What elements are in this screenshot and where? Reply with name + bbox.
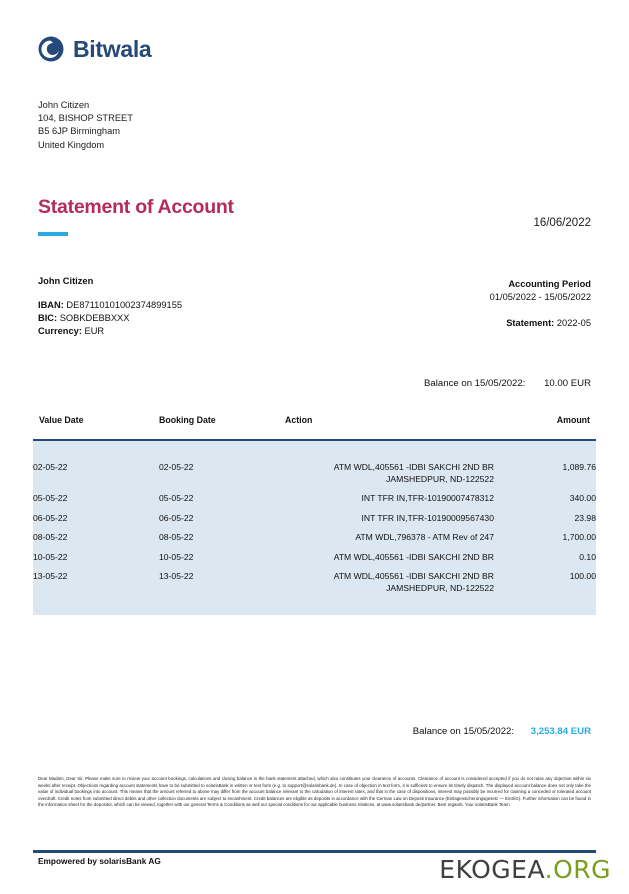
table-spacer-cell — [159, 440, 285, 458]
cell-booking-date: 08-05-22 — [159, 532, 194, 542]
table-body — [33, 440, 596, 615]
recipient-country: United Kingdom — [38, 139, 105, 150]
accounting-period-range: 01/05/2022 - 15/05/2022 — [489, 292, 591, 302]
table-header-row — [33, 415, 596, 440]
currency-label: Currency: — [38, 326, 82, 336]
account-holder-name: John Citizen — [38, 276, 94, 286]
account-details — [38, 275, 182, 338]
table-spacer-cell — [33, 598, 159, 615]
action-line-primary: INT TFR IN,TFR-10190009567430 — [361, 512, 494, 523]
cell-booking-date: 13-05-22 — [159, 571, 194, 581]
cell-action — [285, 458, 494, 489]
action-line-primary: ATM WDL,405561 -IDBI SAKCHI 2ND BR — [333, 571, 494, 581]
watermark-name: EKOGEA — [439, 855, 545, 884]
recipient-city: B5 6JP Birmingham — [38, 126, 120, 137]
cell-amount: 1,089.76 — [562, 462, 596, 472]
bic-value: SOBKDEBBXXX — [59, 313, 130, 323]
cell-value-date: 02-05-22 — [33, 462, 68, 472]
column-header-value-date: Value Date — [33, 415, 159, 440]
table-row — [33, 458, 596, 489]
cell-booking-date: 10-05-22 — [159, 551, 194, 562]
statement-label: Statement: — [506, 318, 555, 328]
brand-logo — [38, 36, 151, 62]
iban-label: IBAN: — [38, 300, 64, 310]
footer-empowered-by: Empowered by solarisBank AG — [38, 856, 161, 866]
action-line-primary: INT TFR IN,TFR-10190007478312 — [361, 493, 494, 503]
action-line-secondary: JAMSHEDPUR, ND-122522 — [386, 582, 494, 593]
table-row — [33, 489, 596, 509]
cell-action — [285, 528, 494, 548]
table-spacer-cell — [33, 440, 159, 458]
watermark — [439, 857, 611, 882]
footer-divider — [33, 850, 596, 853]
recipient-name: John Citizen — [38, 100, 90, 110]
title-accent-rule — [38, 232, 68, 236]
recipient-address — [38, 99, 133, 152]
table-spacer-cell — [494, 598, 596, 615]
column-header-action: Action — [285, 415, 494, 440]
opening-balance-value: 10.00 EUR — [544, 378, 591, 389]
legal-fine-print: Dear Madam, Dear Sir, Please make sure to review your account bookings, calculations and closing balance in the bank statement attached, which also constitutes your clearance of accounts. Clearance of account is considered accepted if you do not raise any objection within six weeks after receipt. Objections regarding account statements have to be submitted to solarisBank in written or text form (e.g. to support@solarisbank.de). In case of objection in text form, it is sufficient to ensure its timely dispatch. The displayed account balance does not only take the value of individual bookings into account. This means that the amount referred to above may differ from the account balance relevant to the calculation of interest rates, and that in the case of dispositions, interest may possibly be incurred for claiming a conceded or tolerated account overdraft. Credit notes from submitted direct debits and other collection documents are subject to encashment. Credit balances are eligible as deposits in accordance with the German Law on Deposit Insurance (Einlagensicherungsgesetz — EinSiG). Further information can be found in the information sheet for the depositor, which can be viewed, together with our general Terms & Conditions as well our special conditions for our applicable business relations, at www.solarisbank.de/partner. Best regards. Your solarisBank Team — [38, 776, 591, 808]
cell-action — [285, 489, 494, 509]
table-header — [33, 415, 596, 440]
iban-value: DE87110101002374899155 — [66, 300, 183, 310]
brand-name: Bitwala — [73, 35, 152, 62]
account-bic-row — [38, 312, 182, 325]
document-date: 16/06/2022 — [533, 217, 591, 229]
table-spacer-row — [33, 598, 596, 615]
table-spacer-cell — [494, 440, 596, 458]
table-row — [33, 567, 596, 598]
accounting-period-title: Accounting Period — [508, 279, 591, 289]
cell-value-date: 06-05-22 — [33, 512, 68, 523]
opening-balance — [424, 378, 591, 389]
closing-balance — [413, 726, 591, 737]
watermark-tld: .ORG — [544, 855, 611, 884]
account-iban-row — [38, 299, 182, 312]
column-header-amount: Amount — [494, 415, 596, 440]
cell-amount: 23.98 — [574, 512, 596, 523]
transactions-table — [33, 415, 596, 615]
cell-value-date: 13-05-22 — [33, 571, 68, 581]
cell-booking-date: 06-05-22 — [159, 512, 194, 523]
table-row — [33, 509, 596, 529]
statement-number-row — [490, 317, 591, 330]
account-currency-row — [38, 325, 182, 338]
action-line-secondary: JAMSHEDPUR, ND-122522 — [386, 473, 494, 484]
cell-amount: 100.00 — [569, 571, 596, 581]
cell-value-date: 10-05-22 — [33, 551, 68, 562]
statement-number: 2022-05 — [556, 318, 591, 328]
table-spacer-row — [33, 440, 596, 458]
recipient-street: 104, BISHOP STREET — [38, 113, 133, 124]
page-title: Statement of Account — [38, 196, 234, 218]
cell-amount: 0.10 — [579, 551, 596, 562]
cell-booking-date: 02-05-22 — [159, 462, 194, 472]
cell-action — [285, 567, 494, 598]
action-line-primary: ATM WDL,405561 -IDBI SAKCHI 2ND BR — [333, 462, 494, 472]
cell-amount: 1,700.00 — [562, 532, 596, 542]
action-line-primary: ATM WDL,796378 - ATM Rev of 247 — [355, 532, 494, 542]
currency-value: EUR — [84, 326, 105, 336]
table-row — [33, 548, 596, 568]
transactions-table-wrapper — [33, 415, 596, 615]
cell-amount: 340.00 — [569, 493, 596, 503]
table-row — [33, 528, 596, 548]
action-line-primary: ATM WDL,405561 -IDBI SAKCHI 2ND BR — [333, 551, 494, 562]
accounting-period-block — [490, 278, 591, 330]
column-header-booking-date: Booking Date — [159, 415, 285, 440]
cell-action — [285, 548, 494, 568]
bitwala-circle-b-logo-icon — [38, 36, 64, 62]
table-spacer-cell — [285, 598, 494, 615]
cell-value-date: 05-05-22 — [33, 493, 68, 503]
table-spacer-cell — [159, 598, 285, 615]
opening-balance-label: Balance on 15/05/2022: — [424, 378, 526, 389]
closing-balance-label: Balance on 15/05/2022: — [412, 726, 515, 737]
cell-value-date: 08-05-22 — [33, 532, 68, 542]
cell-booking-date: 05-05-22 — [159, 493, 194, 503]
cell-action — [285, 509, 494, 529]
closing-balance-value: 3,253.84 EUR — [530, 726, 591, 737]
bic-label: BIC: — [38, 313, 58, 323]
table-spacer-cell — [285, 440, 494, 458]
page-title-block — [38, 198, 234, 236]
